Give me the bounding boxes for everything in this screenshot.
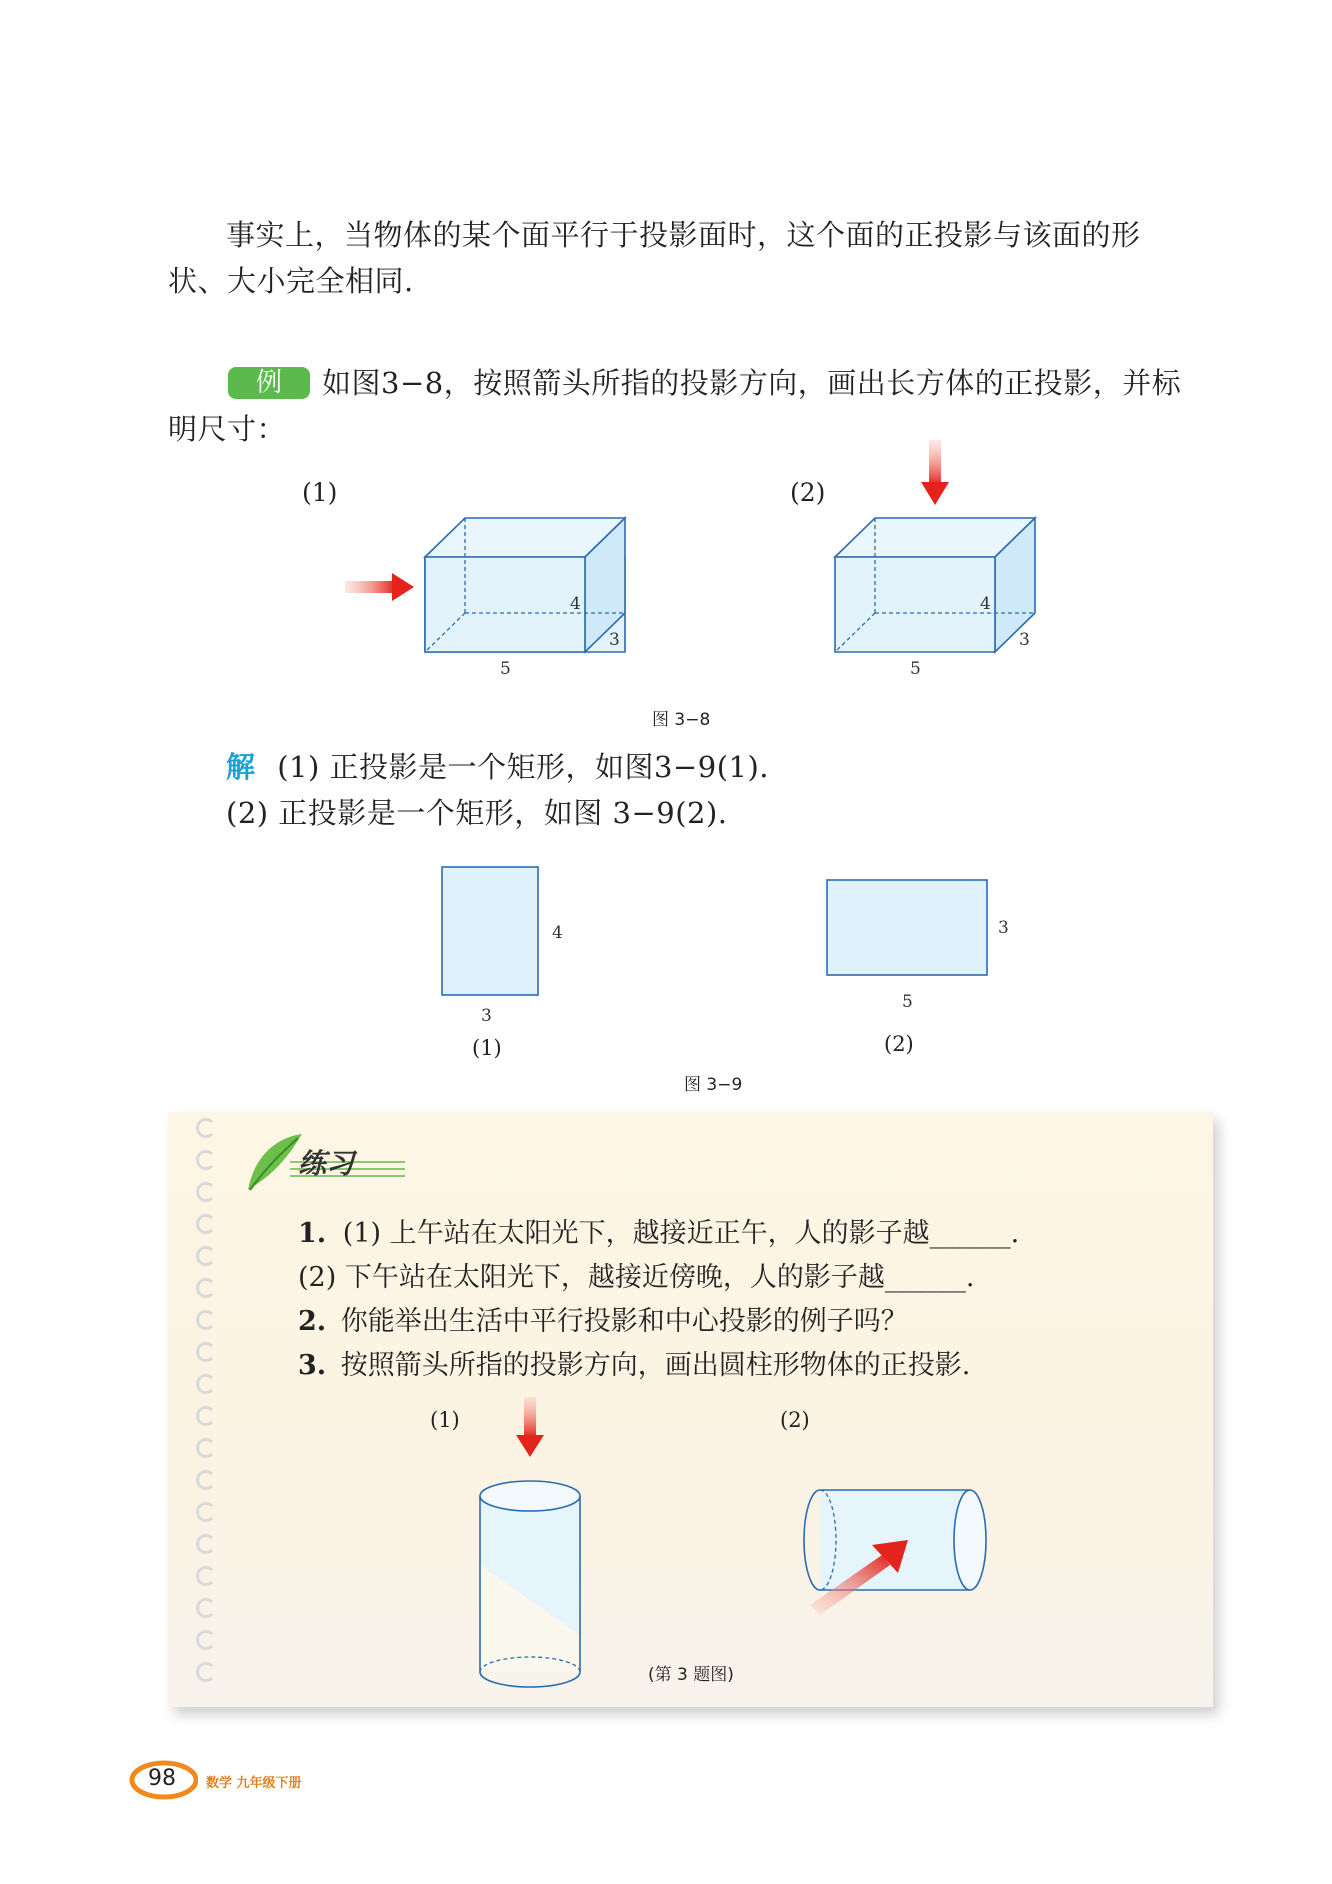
ring: [196, 1150, 216, 1170]
solution-line-2: (2) 正投影是一个矩形，如图 3−9(2).: [226, 796, 728, 830]
fig38-dim-height-2: 4: [980, 594, 991, 614]
fig38-dim-depth-2: 3: [1019, 630, 1030, 650]
page-number: 98: [148, 1766, 176, 1791]
ring: [196, 1118, 216, 1138]
fig39-label-2: (2): [884, 1032, 914, 1056]
horizontal-cylinder: [804, 1490, 986, 1590]
arrow-right-1: [345, 573, 414, 601]
arrow-down-2: [921, 440, 949, 505]
fig38-dim-depth-1: 3: [609, 630, 620, 650]
cylinder-diagram: [460, 1395, 1020, 1695]
question-2-number: 2.: [298, 1306, 327, 1337]
projection-rect-2: [827, 880, 987, 975]
ring: [196, 1374, 216, 1394]
fig38-dim-height-1: 4: [570, 594, 581, 614]
question-3-text: 按照箭头所指的投影方向，画出圆柱形物体的正投影.: [340, 1350, 971, 1381]
ring: [196, 1342, 216, 1362]
ex-fig-label-2: (2): [780, 1408, 810, 1432]
solution-line-1: [226, 744, 1126, 790]
ring: [196, 1182, 216, 1202]
intro-line-2: 状、大小完全相同.: [168, 264, 414, 298]
ring: [196, 1310, 216, 1330]
solution-mark: 解: [226, 750, 256, 784]
fig39-diagram: [430, 855, 1030, 1055]
fig38-label-1: (1): [302, 478, 338, 507]
fig38-dim-width-1: 5: [500, 659, 511, 679]
intro-line-1: 事实上，当物体的某个面平行于投影面时，这个面的正投影与该面的形: [226, 218, 1141, 252]
question-3: [298, 1344, 1158, 1388]
vertical-cylinder: [480, 1481, 580, 1687]
footer-book-title: 数学 九年级下册: [206, 1776, 302, 1791]
ring: [196, 1566, 216, 1586]
fig39-label-1: (1): [472, 1036, 502, 1060]
fig39-caption: 图 3−9: [684, 1075, 743, 1095]
exercise-title: 练习: [298, 1147, 355, 1180]
cuboid-1: [425, 518, 625, 652]
cuboid-2: [835, 518, 1035, 652]
ex-fig-label-1: (1): [430, 1408, 460, 1432]
fig39-bottom-1: 3: [481, 1006, 492, 1026]
question-3-number: 3.: [298, 1350, 327, 1381]
ring: [196, 1246, 216, 1266]
ring: [196, 1278, 216, 1298]
projection-rect-1: [442, 867, 538, 995]
ring: [196, 1470, 216, 1490]
question-1a-text: (1) 上午站在太阳光下，越接近正午，人的影子越______.: [342, 1218, 1020, 1249]
ring: [196, 1598, 216, 1618]
example-line-2: 明尺寸：: [168, 412, 287, 446]
question-2-text: 你能举出生活中平行投影和中心投影的例子吗？: [340, 1306, 908, 1337]
fig39-bottom-2: 5: [902, 992, 913, 1012]
question-1a: [298, 1212, 1158, 1256]
ring: [196, 1502, 216, 1522]
question-2: [298, 1300, 1158, 1344]
fig38-dim-width-2: 5: [910, 659, 921, 679]
ring: [196, 1214, 216, 1234]
fig39-side-2: 3: [998, 918, 1009, 938]
ring: [196, 1662, 216, 1682]
question-1-number: 1.: [298, 1218, 327, 1249]
ring: [196, 1438, 216, 1458]
ring: [196, 1630, 216, 1650]
fig39-side-1: 4: [552, 923, 563, 943]
example-badge: 例: [228, 367, 310, 399]
intro-paragraph: [168, 212, 1208, 304]
fig38-label-2: (2): [790, 478, 826, 507]
ring: [196, 1534, 216, 1554]
solution-text-1: (1) 正投影是一个矩形，如图3−9(1).: [277, 750, 770, 784]
fig38-diagram: [330, 430, 1050, 690]
ring: [196, 1406, 216, 1426]
example-line-1: 如图3−8，按照箭头所指的投影方向，画出长方体的正投影，并标: [322, 366, 1182, 400]
arrow-down-cylinder: [516, 1397, 544, 1457]
exercise-figure-caption: (第 3 题图): [648, 1665, 734, 1685]
fig38-caption: 图 3−8: [652, 710, 711, 730]
question-1b: (2) 下午站在太阳光下，越接近傍晚，人的影子越______.: [298, 1262, 975, 1293]
spiral-binding: [196, 1118, 220, 1694]
